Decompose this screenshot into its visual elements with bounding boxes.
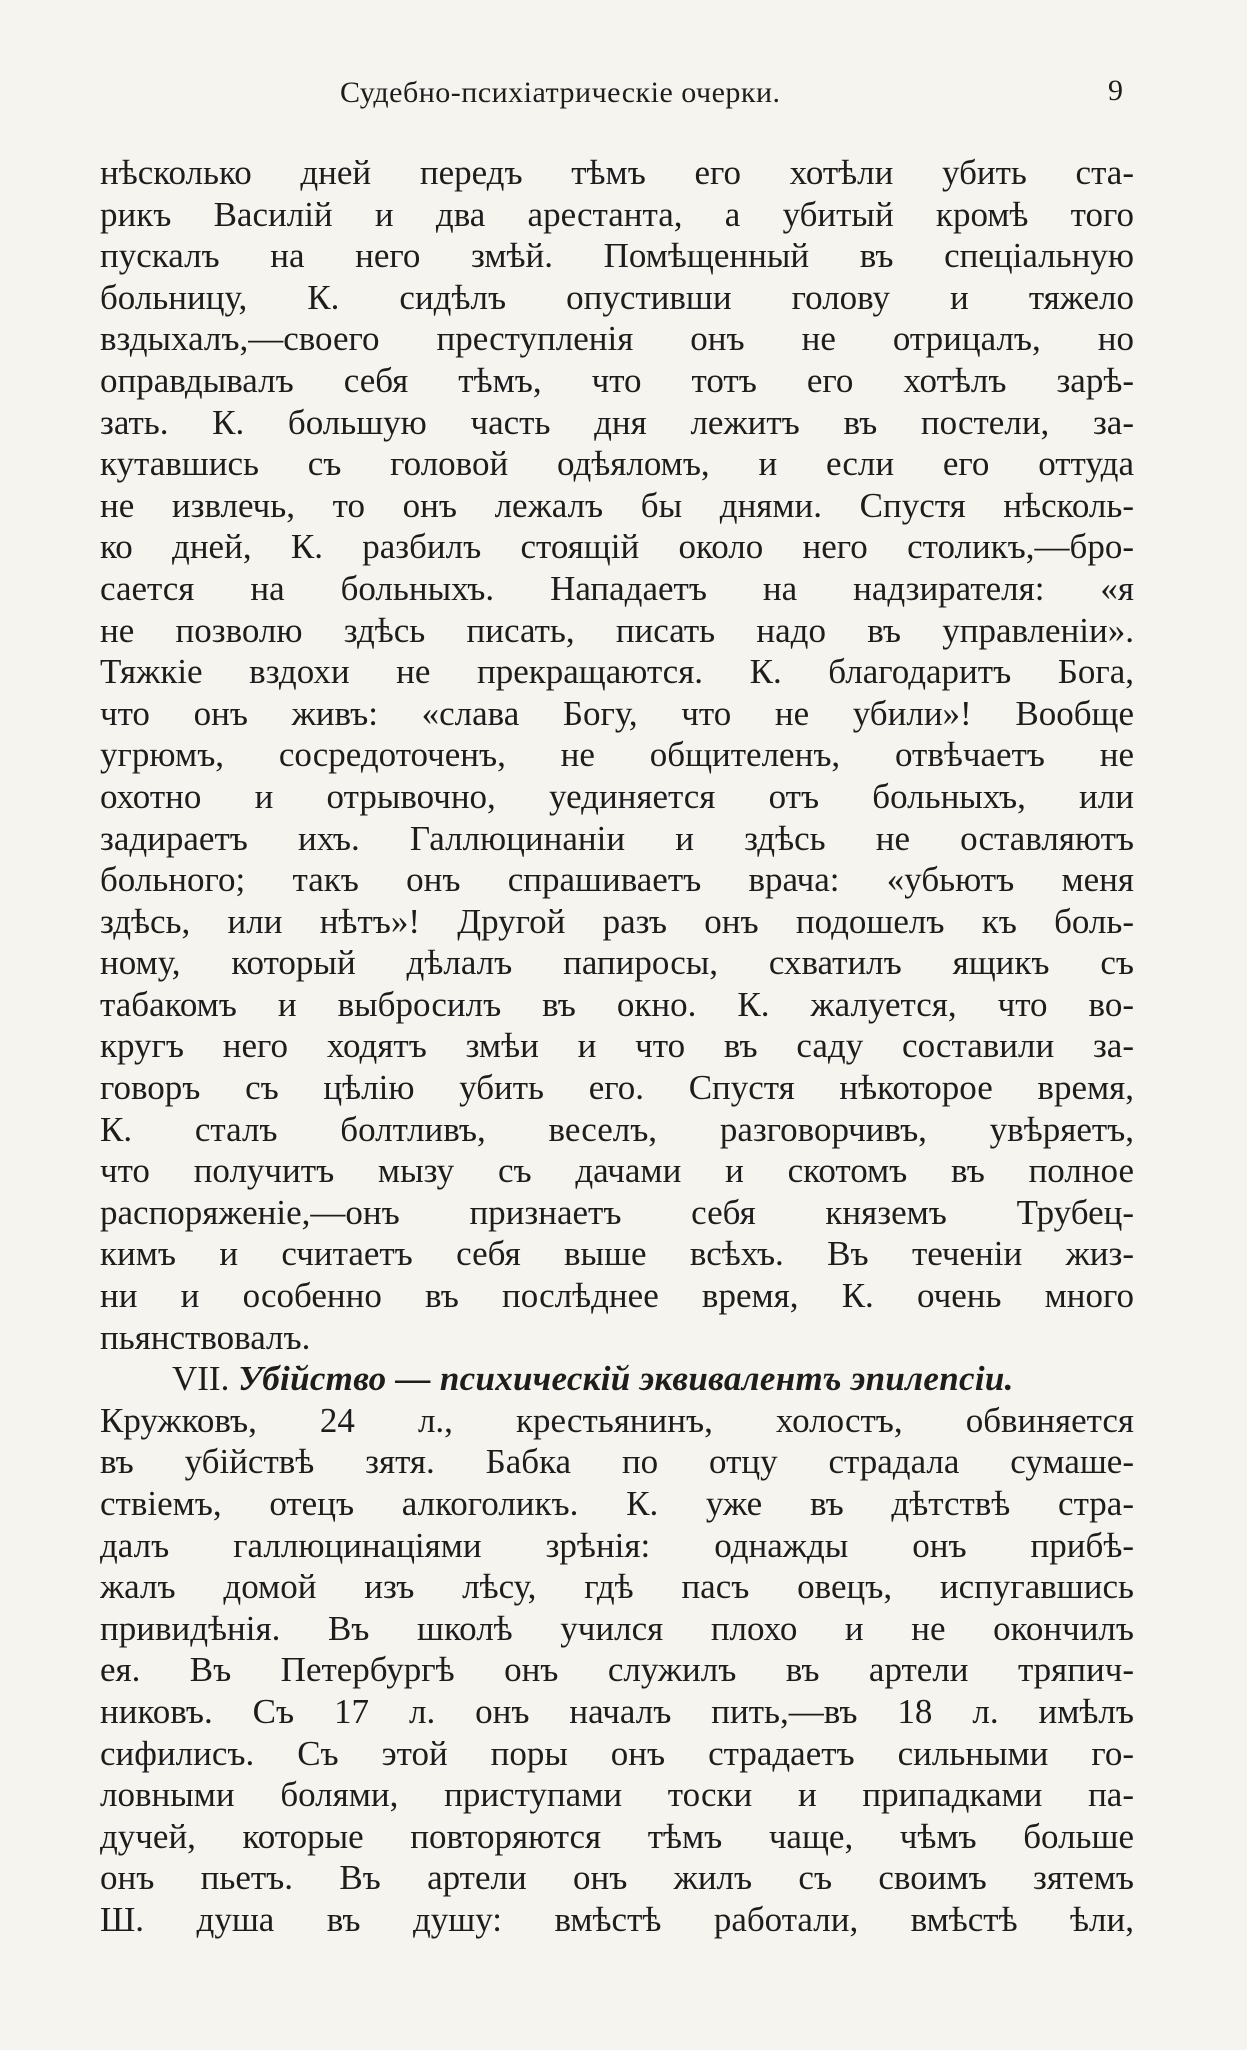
text-line: табакомъ и выбросилъ въ окно. К. жалуется, что во-: [100, 984, 1134, 1024]
text-line: никовъ. Съ 17 л. онъ началъ пить,—въ 18 л. имѣлъ: [100, 1691, 1134, 1731]
text-line: привидѣнія. Въ школѣ учился плохо и не окончилъ: [100, 1608, 1134, 1648]
text-line: въ убійствѣ зятя. Бабка по отцу страдала сумаше-: [100, 1442, 1134, 1482]
text-line: кимъ и считаетъ себя выше всѣхъ. Въ теченіи жиз-: [100, 1234, 1134, 1274]
text-line: угрюмъ, сосредоточенъ, не общителенъ, отвѣчаетъ не: [100, 735, 1134, 775]
section-title: Убійство — психическій эквивалентъ эпилепсіи.: [238, 1359, 1014, 1399]
text-line: ловными болями, приступами тоски и припадками па-: [100, 1775, 1134, 1815]
running-title: Судебно-психіатрическіе очерки.: [340, 76, 781, 109]
text-line: больницу, К. сидѣлъ опустивши голову и тяжело: [100, 277, 1134, 317]
text-line: пьянствовалъ.: [100, 1317, 311, 1357]
text-line: зать. К. большую часть дня лежитъ въ постели, за-: [100, 402, 1134, 442]
text-line: К. сталъ болтливъ, веселъ, разговорчивъ, увѣряетъ,: [100, 1109, 1134, 1149]
text-line: говоръ съ цѣлію убить его. Спустя нѣкоторое время,: [100, 1068, 1134, 1108]
text-line: далъ галлюцинаціями зрѣнія: однажды онъ прибѣ-: [100, 1525, 1134, 1565]
text-line: вздыхалъ,—своего преступленія онъ не отрицалъ, но: [100, 319, 1134, 359]
text-line: кутавшись съ головой одѣяломъ, и если его оттуда: [100, 444, 1134, 484]
text-line: Ш. душа въ душу: вмѣстѣ работали, вмѣстѣ ѣли,: [100, 1899, 1134, 1939]
text-line: пускалъ на него змѣй. Помѣщенный въ спеціальную: [100, 236, 1134, 276]
text-line: что получитъ мызу съ дачами и скотомъ въ полное: [100, 1151, 1134, 1191]
text-line: распоряженіе,—онъ признаетъ себя княземъ Трубец-: [100, 1192, 1134, 1232]
text-line: рикъ Василій и два арестанта, а убитый кромѣ того: [100, 194, 1134, 234]
text-line: нѣсколько дней передъ тѣмъ его хотѣли убить ста-: [100, 153, 1134, 192]
text-line: больного; такъ онъ спрашиваетъ врача: «убьютъ меня: [100, 860, 1134, 900]
text-line: ко дней, К. разбилъ стоящій около него столикъ,—бро-: [100, 527, 1134, 567]
text-line: ствіемъ, отецъ алкоголикъ. К. уже въ дѣтствѣ стра-: [100, 1484, 1134, 1523]
section-number: VII.: [172, 1359, 230, 1399]
text-line: Кружковъ, 24 л., крестьянинъ, холостъ, обвиняется: [100, 1400, 1134, 1440]
text-line: ному, который дѣлалъ папиросы, схватилъ ящикъ съ: [100, 943, 1134, 983]
paragraph-continued: [100, 152, 1134, 1358]
text-line: дучей, которые повторяются тѣмъ чаще, чѣмъ больше: [100, 1816, 1134, 1856]
section-heading: [100, 1358, 1134, 1400]
text-line: что онъ живъ: «слава Богу, что не убили»! Вообще: [100, 693, 1134, 733]
text-line: охотно и отрывочно, уединяется отъ больныхъ, или: [100, 776, 1134, 816]
text-line: онъ пьетъ. Въ артели онъ жилъ съ своимъ зятемъ: [100, 1858, 1134, 1898]
text-line: Тяжкіе вздохи не прекращаются. К. благодаритъ Бога,: [100, 652, 1134, 692]
text-line: оправдывалъ себя тѣмъ, что тотъ его хотѣлъ зарѣ-: [100, 360, 1134, 400]
text-line: жалъ домой изъ лѣсу, гдѣ пасъ овецъ, испугавшись: [100, 1567, 1134, 1607]
body-text: [100, 152, 1134, 1941]
text-line: кругъ него ходятъ змѣи и что въ саду составили за-: [100, 1026, 1134, 1066]
text-line: сается на больныхъ. Нападаетъ на надзирателя: «я: [100, 568, 1134, 608]
text-line: ни и особенно въ послѣднее время, К. очень много: [100, 1276, 1134, 1316]
text-line: здѣсь, или нѣтъ»! Другой разъ онъ подошелъ къ боль-: [100, 901, 1134, 941]
text-line: не позволю здѣсь писать, писать надо въ управленіи».: [100, 610, 1134, 650]
text-line: сифилисъ. Съ этой поры онъ страдаетъ сильными го-: [100, 1733, 1134, 1773]
running-header: [0, 72, 1247, 120]
text-line: не извлечь, то онъ лежалъ бы днями. Спустя нѣсколь-: [100, 485, 1134, 525]
text-line: ея. Въ Петербургѣ онъ служилъ въ артели тряпич-: [100, 1650, 1134, 1690]
text-line: задираетъ ихъ. Галлюцинаніи и здѣсь не оставляютъ: [100, 818, 1134, 858]
page-number: 9: [1108, 74, 1123, 107]
paragraph-case: [100, 1400, 1134, 1941]
